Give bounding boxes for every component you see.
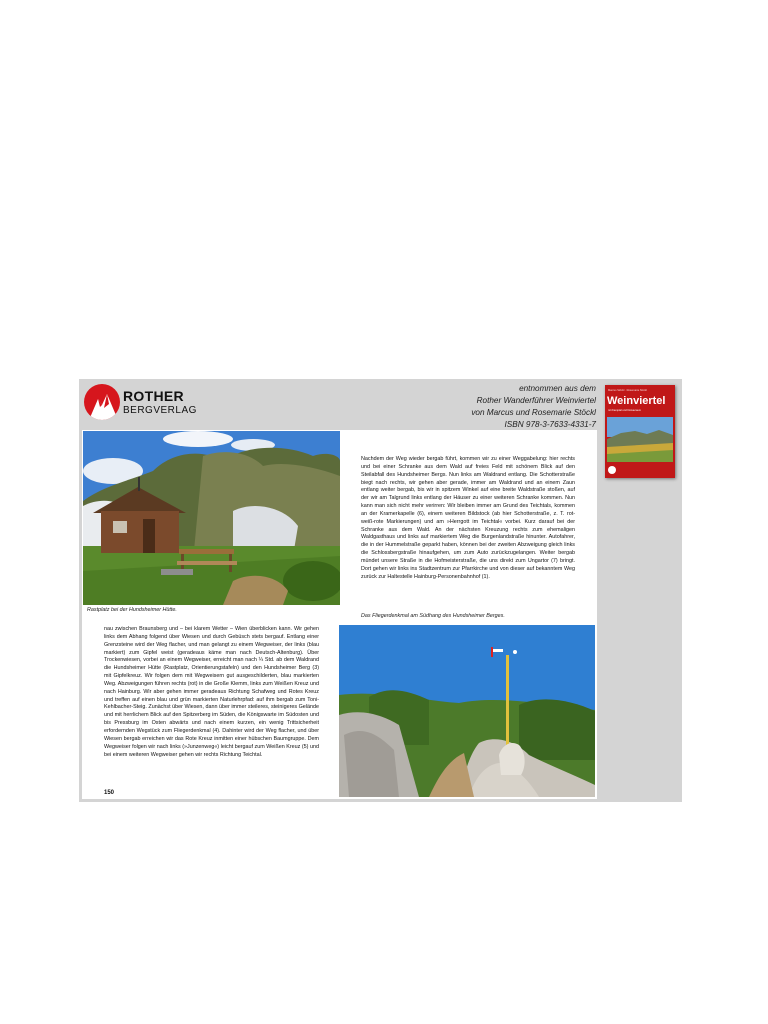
photo-caption: Rastplatz bei der Hundsheimer Hütte.	[87, 607, 177, 613]
book-cover[interactable]	[605, 385, 675, 478]
photo-caption: Das Fliegerdenkmal am Südhang des Hundsheimer Berges.	[361, 613, 505, 619]
credit-line: Rother Wanderführer Weinviertel	[476, 396, 596, 405]
publisher-sub: BERGVERLAG	[123, 405, 197, 416]
mountain-logo-icon	[84, 384, 120, 420]
credit-line: von Marcus und Rosemarie Stöckl	[471, 408, 596, 417]
cover-photo	[607, 417, 673, 462]
credit-line: entnommen aus dem	[519, 384, 596, 393]
body-text-left: nau zwischen Braunsberg und – bei klarem Wetter – Wien überblicken kann. Wir gehen links dem Abhang folgend über Wiesen und durch Gebüsch stets bergauf. Entlang einer Grenzsteine wird der Weg flacher, und man gelangt zu einem Wegweiser, der links (blau markiert) zum Gipfel weist (geradeaus käme man nach Deutsch-Altenburg). Über Trockenwiesen, vorbei an einem Wegweiser, erreicht man nach ¼ Std. ab dem Waldrand die Hundsheimer Hütte (Rastplatz, Orientierungstafeln) und den Hundsheimer Berg (3) mit Gipfelkreuz. Wir folgen dem mit Wegweisern gut ausgeschilderten, blau markierten Weg. Abzweigungen führen rechts (rot) in die Große Klemm, links zum Weißen Kreuz und nach Hainburg. Wir aber gehen immer geradeaus Richtung Schafweg und Rotes Kreuz und treffen auf einen blau und grün markierten Naturlehrpfad: auf ihm bergab zum Toni-Kehlbacher-Steig. Zunächst über Wiesen, dann über immer steileres, steinigeres Gelände und mit herrlichem Blick auf den Spitzerberg im Süden, die Königswarte im Südosten und bis Pressburg im Osten abwärts und nach einem kurzen, ein wenig Trittsicherheit erfordernden Wegstück zum Fliegerdenkmal (4). Dahinter wird der Weg flacher, und über Wiesen bergab erreichen wir das Rote Kreuz inmitten einer hübschen Baumgruppe. Dem Wegweiser folgen wir nach links (»Junzenweg«) leicht bergauf zum Weißen Kreuz (5) und bei einem weiteren Wegweiser gehen wir rechts Richtung Teichtal.	[104, 626, 319, 758]
body-text-right: Nachdem der Weg wieder bergab führt, kommen wir zu einer Weggabelung: hier rechts und bei einer Schranke aus dem Wald auf freies Feld mit schönem Blick auf den Steilabfall des Hundsheimer Bergs. Nun links am Waldrand entlang. Die Schotterstraße biegt nach rechts, wir gehen aber gerade, immer am Waldrand und an einem Zaun entlang weiter bergab, bis wir in spitzem Winkel auf eine breite Waldstraße stoßen, auf der wir am Talgrund links entlang der Häuser zu einer weiteren Schranke kommen. Nun kann man sich nicht mehr verirren: Wir bleiben immer am Grund des Teichtals, kommen an der Kramerkapelle (6), einem weiteren Bildstock (ab hier Schotterstraße, z. T. rot-weiß-rote Markierungen) und am »Herrgott im Teichtal« vorbei. Kurz darauf bei der Schranke aus dem Wald. An der nächsten Kreuzung rechts zum ehemaligen Waldgasthaus und links auf markiertem Weg die Burgenlandstraße hinunter. Autofahrer, die in der Hummelstraße geparkt haben, können bei der zweiten Abzweigung gleich links die Schlossbergstraße hinaufgehen, um zum Auto zurückzugelangen. Weiter bergab mündet unsere Straße in die Hofmeisterstraße, die uns direkt zum Ungartor (7) bringt. Dort gehen wir links ins Stadtzentrum zur Pfarrkirche und von dieser auf bekanntem Weg zurück zur Haltestelle Hainburg-Personenbahnhof (1).	[361, 456, 575, 580]
page-number: 150	[104, 790, 115, 796]
cover-title: Weinviertel	[607, 395, 666, 407]
cover-logo-icon	[608, 466, 616, 474]
monument-photo	[339, 625, 595, 797]
source-credit	[376, 383, 596, 431]
credit-isbn: ISBN 978-3-7633-4331-7	[504, 420, 596, 429]
publisher-name: ROTHER	[123, 388, 184, 404]
rest-area-photo	[83, 431, 340, 605]
rother-logo[interactable]	[84, 384, 197, 422]
cover-subtitle: mit Kamptal und Donauraum	[608, 409, 642, 412]
cover-authors: Marcus Stöckl · Rosemarie Stöckl	[608, 389, 647, 392]
